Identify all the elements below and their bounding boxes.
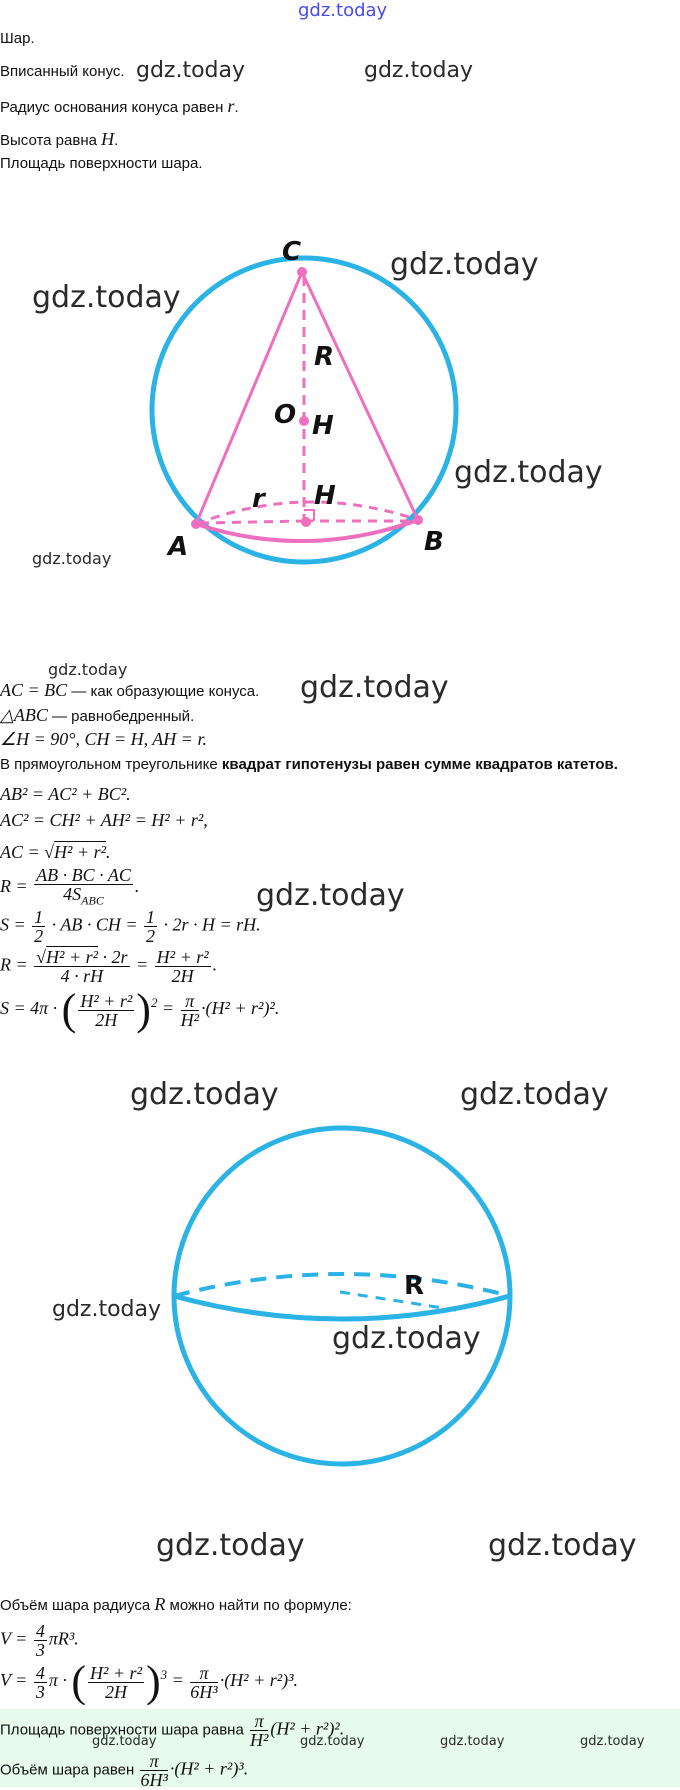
fraction: $\frac{\pi}{\text{H²}}$	[249, 1711, 269, 1750]
equation	[0, 908, 261, 945]
volume-intro: Объём шара радиуса R можно найти по формуле:	[0, 1594, 352, 1614]
math: · 2r · H = rH.	[163, 914, 261, 935]
intro-line: Высота равна H.	[0, 129, 119, 149]
intro-line: Площадь поверхности шара.	[0, 155, 203, 172]
fraction: $\frac{\pi}{\text{6H³}}$	[140, 1751, 168, 1790]
equation	[0, 866, 139, 910]
fraction	[34, 866, 133, 910]
watermark: gdz.today	[300, 670, 449, 705]
figure-cone-in-sphere	[0, 220, 680, 600]
watermark: gdz.today	[256, 878, 405, 913]
label-c: C	[282, 237, 302, 267]
watermark: gdz.today	[488, 1528, 637, 1563]
fraction: $\frac{4}{3}$	[35, 1662, 45, 1702]
watermark: gdz.today	[454, 455, 603, 490]
math: AC = BC	[0, 680, 68, 700]
point-o	[299, 416, 309, 426]
sphere-outline	[174, 1128, 510, 1464]
equation: V = $\frac{4}{3}$ π · ( $\frac{\text{H² + r²}}{2H}$ )$^3$ = $\frac{\pi}{\text{6H³}}$ ·(H² + r²)³.	[0, 1657, 299, 1706]
math: .	[134, 875, 140, 896]
point-h	[301, 517, 311, 527]
solution-line	[0, 756, 618, 774]
watermark: gdz.today	[332, 1321, 481, 1356]
label-r-big: R	[314, 342, 335, 372]
radius-line	[340, 1292, 456, 1310]
label-a: A	[168, 532, 189, 562]
intro-line: Радиус основания конуса равен r.	[0, 96, 239, 116]
math: AC =	[0, 842, 40, 862]
watermark: gdz.today	[580, 1734, 645, 1749]
text: — равнобедренный.	[52, 708, 195, 725]
label-h-upper: H	[312, 411, 334, 441]
math: △ABC	[0, 705, 48, 725]
answer-line: Объём шара равен $\frac{\pi}{\text{6H³}}$ ·(H² + r²)³.	[0, 1751, 249, 1790]
label-r: R	[404, 1271, 425, 1301]
math: R =	[0, 954, 28, 975]
watermark: gdz.today	[156, 1528, 305, 1563]
watermark: gdz.today	[32, 280, 181, 315]
math: .	[106, 842, 111, 862]
figure-sphere	[0, 1080, 680, 1520]
fraction: $\frac{4}{3}$	[35, 1621, 45, 1660]
watermark: gdz.today	[136, 58, 246, 83]
intro-text: Радиус основания конуса равен	[0, 99, 224, 116]
equation: AB² = AC² + BC².	[0, 784, 131, 804]
label-h-lower: H	[314, 481, 336, 511]
fraction: $\frac{\pi}{\text{H²}}$	[180, 990, 199, 1030]
solution-line: ∠H = 90°, CH = H, AH = r.	[0, 729, 207, 749]
watermark: gdz.today	[48, 660, 128, 679]
solution-line	[0, 680, 259, 701]
intro-line: Шар.	[0, 30, 35, 47]
watermark: gdz.today	[130, 1080, 279, 1112]
watermark: gdz.today	[92, 1734, 157, 1749]
label-b: B	[424, 527, 444, 557]
math: S =	[0, 914, 26, 935]
fraction: $\frac{1}{2}$	[34, 907, 44, 946]
equation: R = $\frac{\text{√H² + r² · 2r}}{4 \cdot rH}$ = $\frac{\text{H² + r²}}{2H}$ .	[0, 947, 218, 986]
math: =	[161, 998, 175, 1019]
equation: V = $\frac{4}{3}$ πR³.	[0, 1621, 79, 1660]
point-c	[297, 267, 307, 277]
watermark: gdz.today	[440, 1734, 505, 1749]
math: R =	[0, 875, 28, 896]
math: S = 4π ·	[0, 998, 58, 1019]
solution-line	[0, 705, 194, 726]
fraction: $\frac{\text{H² + r²}}{2H}$	[90, 1662, 142, 1702]
watermark: gdz.today	[460, 1080, 609, 1112]
answer-line: Площадь поверхности шара равна $\frac{\pi}{\text{H²}}$ (H² + r²)².	[0, 1711, 345, 1750]
cone-side-ac	[196, 272, 302, 524]
watermark: gdz.today	[300, 1734, 365, 1749]
fraction: $\frac{\pi}{\text{6H³}}$	[190, 1662, 218, 1702]
intro-var: r	[227, 96, 235, 116]
point-a	[191, 519, 201, 529]
fraction: $\frac{1}{2}$	[145, 907, 155, 946]
watermark: gdz.today	[298, 0, 388, 21]
fraction: $\frac{\text{H² + r²}}{2H}$	[80, 990, 133, 1030]
math: · AB · CH =	[51, 914, 138, 935]
fraction: $\frac{\text{H² + r²}}{2H}$	[156, 947, 209, 986]
label-r-small: r	[252, 484, 265, 514]
equation: AC² = CH² + AH² = H² + r²,	[0, 810, 208, 830]
math-root: H² + r²	[54, 842, 106, 862]
denominator: $4S_{ABC}$	[63, 884, 104, 908]
watermark: gdz.today	[390, 247, 539, 282]
intro-text: Высота равна	[0, 132, 97, 149]
watermark: gdz.today	[52, 1297, 162, 1322]
intro-var: H	[101, 129, 115, 149]
text: В прямоугольном треугольнике	[0, 756, 218, 773]
point-b	[413, 515, 423, 525]
cone-radius-ah	[200, 521, 304, 523]
intro-line: Вписанный конус.	[0, 63, 125, 80]
fraction: $\frac{\text{√H² + r² · 2r}}{4 \cdot rH}$	[36, 947, 128, 986]
numerator: AB · BC · AC	[36, 865, 131, 885]
watermark: gdz.today	[32, 549, 112, 568]
math: =	[136, 954, 149, 975]
equator-front	[174, 1296, 510, 1319]
math: ·(H² + r²)².	[201, 998, 280, 1019]
equation: AC = √H² + r².	[0, 842, 111, 862]
text-bold: квадрат гипотенузы равен сумме квадратов катетов.	[221, 756, 618, 773]
watermark: gdz.today	[364, 58, 474, 83]
text: — как образующие конуса.	[71, 683, 260, 700]
label-o: O	[274, 400, 297, 430]
equation: S = 4π · ( $\frac{\text{H² + r²}}{2H}$ )$^2$ = $\frac{\pi}{\text{H²}}$ ·(H² + r²)².	[0, 985, 280, 1034]
